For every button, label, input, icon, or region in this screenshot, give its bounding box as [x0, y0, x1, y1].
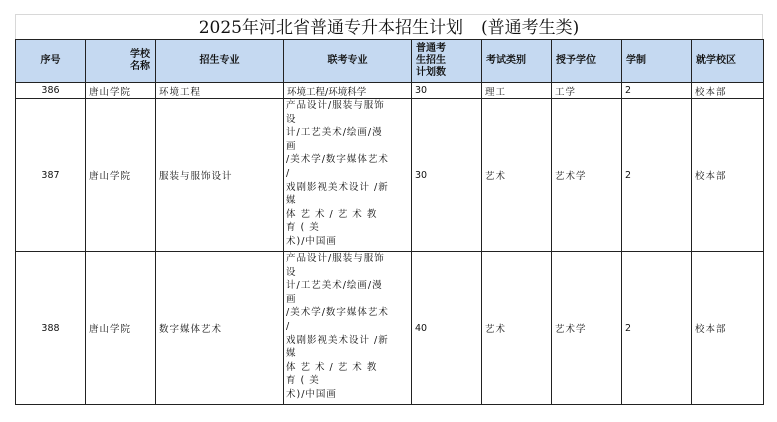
header-degree: 授予学位	[552, 40, 622, 83]
header-no: 序号	[16, 40, 86, 83]
cell-school: 唐山学院	[86, 252, 156, 405]
header-school: 学校 名称	[86, 40, 156, 83]
header-exam-major: 联考专业	[284, 40, 412, 83]
table-row	[16, 252, 764, 405]
cell-category: 艺术	[482, 99, 552, 252]
cell-years: 2	[622, 83, 692, 99]
title-main: 2025年河北省普通专升本招生计划	[198, 18, 463, 38]
cell-exam-major: 产品设计/服装与服饰 设 计/工艺美术/绘画/漫 画 /美术学/数字媒体艺术 / 戏剧影视美术设计 /新 媒 体 艺 术 / 艺 术 教 育 ( 美 术)/中国画	[284, 99, 412, 252]
cell-degree: 艺术学	[552, 252, 622, 405]
cell-major: 数字媒体艺术	[156, 252, 284, 405]
cell-degree: 工学	[552, 83, 622, 99]
table-row	[16, 83, 764, 99]
cell-years: 2	[622, 252, 692, 405]
cell-years: 2	[622, 99, 692, 252]
cell-campus: 校本部	[692, 99, 764, 252]
cell-exam-major: 产品设计/服装与服饰 设 计/工艺美术/绘画/漫 画 /美术学/数字媒体艺术 / 戏剧影视美术设计 /新 媒 体 艺 术 / 艺 术 教 育 ( 美 术)/中国画	[284, 252, 412, 405]
title-sub: (普通考生类)	[481, 18, 580, 38]
cell-no: 386	[16, 83, 86, 99]
header-years: 学制	[622, 40, 692, 83]
cell-exam-major: 环境工程/环境科学	[284, 83, 412, 99]
sheet-title	[15, 14, 763, 39]
header-campus: 就学校区	[692, 40, 764, 83]
header-category: 考试类别	[482, 40, 552, 83]
cell-no: 387	[16, 99, 86, 252]
cell-plan: 30	[412, 99, 482, 252]
cell-major: 环境工程	[156, 83, 284, 99]
spreadsheet	[15, 14, 763, 405]
header-row	[16, 40, 764, 83]
cell-category: 理工	[482, 83, 552, 99]
cell-category: 艺术	[482, 252, 552, 405]
header-major: 招生专业	[156, 40, 284, 83]
cell-school: 唐山学院	[86, 99, 156, 252]
cell-plan: 30	[412, 83, 482, 99]
cell-campus: 校本部	[692, 83, 764, 99]
cell-campus: 校本部	[692, 252, 764, 405]
cell-no: 388	[16, 252, 86, 405]
cell-degree: 艺术学	[552, 99, 622, 252]
cell-school: 唐山学院	[86, 83, 156, 99]
table-row	[16, 99, 764, 252]
cell-major: 服装与服饰设计	[156, 99, 284, 252]
header-plan: 普通考 生招生 计划数	[412, 40, 482, 83]
cell-plan: 40	[412, 252, 482, 405]
enrollment-table	[15, 39, 764, 405]
